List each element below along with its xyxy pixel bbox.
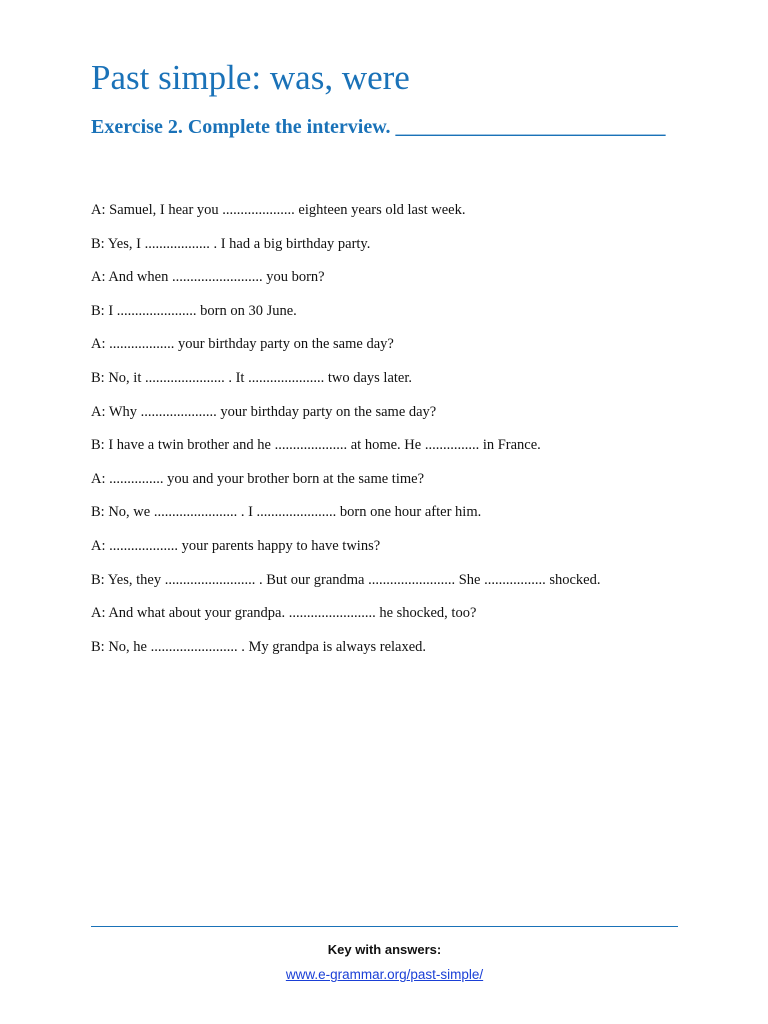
- dialogue-line: A: Why ..................... your birthday party on the same day?: [91, 403, 437, 420]
- answer-key-label: Key with answers:: [327, 942, 442, 957]
- page-title: Past simple: was, were: [91, 58, 410, 97]
- dialogue-line: B: Yes, they ......................... . But our grandma ........................ She ................. shocked.: [91, 571, 601, 588]
- dialogue-line: A: Samuel, I hear you .................... eighteen years old last week.: [91, 202, 466, 218]
- dialogue-line: A: And what about your grandpa. ........................ he shocked, too?: [91, 605, 477, 622]
- dialogue-line: A: ................... your parents happy to have twins?: [91, 537, 381, 554]
- dialogue-line: B: No, it ...................... . It ..................... two days later.: [91, 369, 412, 386]
- dialogue-line: B: No, we ....................... . I ...................... born one hour after him.: [91, 504, 482, 521]
- dialogue-line: B: I ...................... born on 30 June.: [91, 302, 297, 319]
- dialogue-line: B: No, he ........................ . My grandpa is always relaxed.: [91, 638, 427, 655]
- dialogue-line: B: I have a twin brother and he .................... at home. He ............... in France.: [91, 437, 541, 454]
- answer-key-link-container: [91, 965, 678, 985]
- dialogue-line: A: ............... you and your brother born at the same time?: [91, 470, 425, 487]
- interview-dialogue: [91, 200, 711, 670]
- answer-key-link[interactable]: www.e-grammar.org/past-simple/: [285, 967, 484, 982]
- footer-divider: [91, 926, 678, 927]
- exercise-heading: Exercise 2. Complete the interview. ___________________________: [91, 116, 666, 138]
- dialogue-line: A: And when ......................... you born?: [91, 269, 325, 286]
- dialogue-line: B: Yes, I .................. . I had a big birthday party.: [91, 235, 371, 252]
- dialogue-line: A: .................. your birthday party on the same day?: [91, 336, 394, 353]
